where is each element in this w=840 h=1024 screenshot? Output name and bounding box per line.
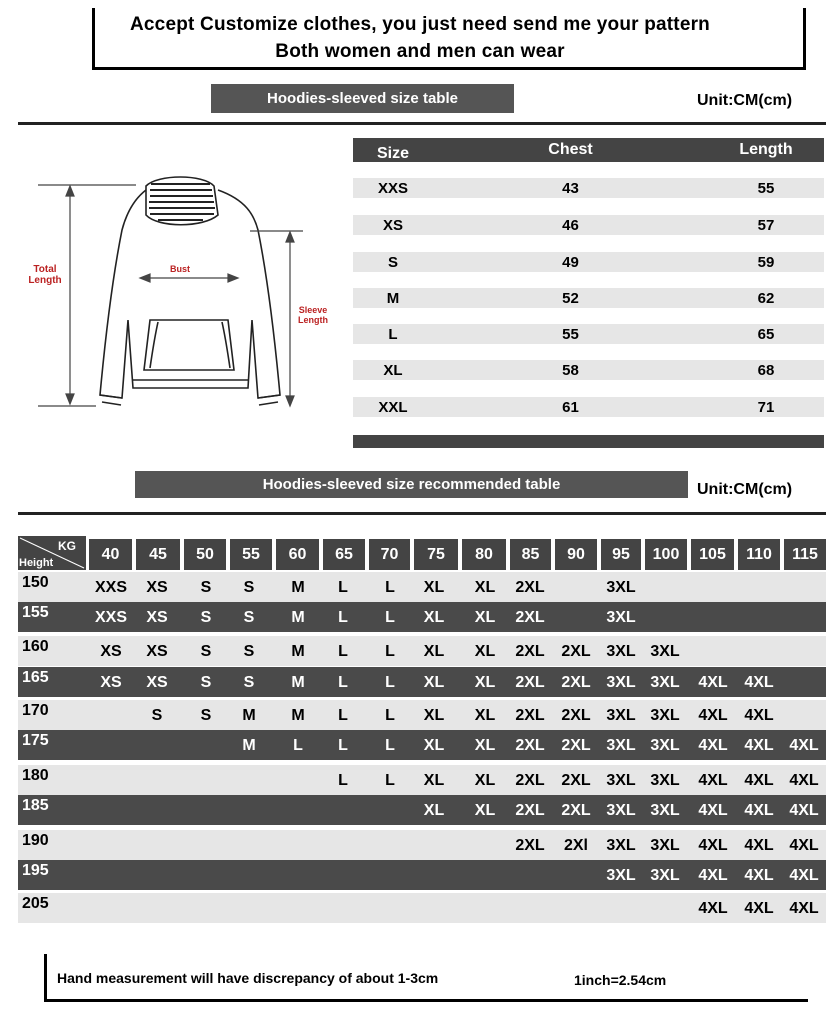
header-size: Size [376, 145, 409, 162]
size-recommendation-cell: 4XL [744, 737, 774, 754]
rec-table-row [18, 667, 826, 697]
size-recommendation-cell: XS [146, 674, 168, 691]
size-recommendation-cell: L [385, 609, 395, 626]
size-recommendation-cell: XS [146, 643, 168, 660]
size-recommendation-cell: 3XL [606, 609, 636, 626]
size-table-unit: Unit:CM(cm) [697, 92, 793, 109]
size-recommendation-cell: 3XL [606, 772, 636, 789]
size-table-row [353, 324, 824, 344]
height-cell: 165 [22, 669, 49, 686]
size-recommendation-cell: S [243, 609, 255, 626]
size-recommendation-cell: XL [474, 674, 496, 691]
size-recommendation-cell: XL [474, 737, 496, 754]
corner-cell [18, 536, 86, 570]
size-table-row [353, 397, 824, 417]
size-recommendation-cell: L [338, 737, 348, 754]
size-recommendation-cell: 2XL [561, 772, 591, 789]
size-cell: XXS [377, 179, 408, 197]
header-length: Length [739, 141, 793, 158]
height-cell: 205 [22, 895, 49, 912]
size-recommendation-cell: 4XL [698, 707, 728, 724]
section-divider [18, 122, 826, 125]
size-recommendation-cell: L [385, 737, 395, 754]
size-recommendation-cell: 4XL [698, 802, 728, 819]
size-recommendation-cell: L [338, 643, 348, 660]
size-recommendation-cell: 4XL [789, 802, 819, 819]
kg-header-cell: 80 [462, 539, 506, 570]
size-recommendation-cell: S [151, 707, 163, 724]
size-recommendation-cell: 2XL [561, 643, 591, 660]
size-recommendation-cell: XXS [94, 579, 127, 596]
size-recommendation-cell: 2XL [561, 674, 591, 691]
size-recommendation-cell: XL [423, 707, 445, 724]
size-recommendation-cell: 2XL [515, 579, 545, 596]
size-recommendation-cell: 4XL [789, 737, 819, 754]
size-recommendation-cell: 2XL [561, 802, 591, 819]
size-recommendation-cell: S [200, 609, 212, 626]
size-recommendation-cell: 2XL [515, 707, 545, 724]
size-recommendation-cell: L [338, 707, 348, 724]
section-divider-2 [18, 512, 826, 515]
size-recommendation-cell: XL [423, 609, 445, 626]
size-recommendation-cell: S [243, 674, 255, 691]
size-recommendation-cell: XL [474, 609, 496, 626]
chest-cell: 52 [562, 289, 579, 307]
size-recommendation-cell: 4XL [698, 772, 728, 789]
chest-cell: 61 [562, 398, 579, 416]
size-recommendation-cell: L [385, 643, 395, 660]
size-recommendation-cell: 2XL [515, 674, 545, 691]
kg-header-cell: 60 [276, 539, 319, 570]
rec-table-row [18, 795, 826, 825]
footer-conversion: 1inch=2.54cm [574, 972, 667, 988]
size-recommendation-cell: S [200, 674, 212, 691]
kg-header-cell: 45 [136, 539, 180, 570]
chest-cell: 49 [562, 253, 579, 271]
rec-table-row [18, 765, 826, 795]
header-title-line2: Both women and men can wear [275, 41, 565, 62]
size-recommendation-cell: 4XL [744, 900, 774, 917]
size-recommendation-cell: XS [146, 579, 168, 596]
height-cell: 160 [22, 638, 49, 655]
size-recommendation-cell: L [338, 772, 348, 789]
hoodie-diagram [18, 170, 338, 420]
corner-height: Height [19, 557, 54, 569]
height-cell: 150 [22, 574, 49, 591]
rec-table-row [18, 830, 826, 860]
height-cell: 170 [22, 702, 49, 719]
size-table-row [353, 215, 824, 235]
kg-header-cell: 110 [738, 539, 780, 570]
size-recommendation-cell: 4XL [744, 837, 774, 854]
size-recommendation-cell: 4XL [698, 867, 728, 884]
size-recommendation-cell: 3XL [650, 674, 680, 691]
size-recommendation-cell: 3XL [650, 707, 680, 724]
size-recommendation-cell: XXS [94, 609, 127, 626]
size-recommendation-cell: M [291, 643, 305, 660]
kg-header-cell: 70 [369, 539, 410, 570]
kg-header-cell: 40 [89, 539, 132, 570]
size-recommendation-cell: L [338, 579, 348, 596]
size-recommendation-cell: 3XL [606, 867, 636, 884]
size-recommendation-cell: 2XL [515, 772, 545, 789]
size-recommendation-cell: L [385, 579, 395, 596]
size-recommendation-cell: XS [146, 609, 168, 626]
height-cell: 190 [22, 832, 49, 849]
size-recommendation-cell: M [242, 707, 256, 724]
size-recommendation-cell: 4XL [744, 867, 774, 884]
total-length-label: Total Length [28, 264, 62, 286]
size-recommendation-cell: 4XL [789, 837, 819, 854]
size-table-banner: Hoodies-sleeved size table [211, 84, 514, 113]
rec-table-row [18, 860, 826, 890]
size-recommendation-cell: M [291, 674, 305, 691]
size-table-row [353, 252, 824, 272]
size-table-row [353, 178, 824, 198]
length-cell: 62 [757, 289, 775, 307]
kg-header-cell: 50 [184, 539, 226, 570]
size-recommendation-cell: XL [474, 772, 496, 789]
size-recommendation-cell: XL [474, 707, 496, 724]
size-recommendation-cell: XS [100, 643, 122, 660]
size-table-header [353, 138, 824, 162]
size-recommendation-cell: M [242, 737, 256, 754]
chest-cell: 46 [562, 216, 579, 234]
size-recommendation-cell: 3XL [606, 674, 636, 691]
size-recommendation-cell: 3XL [606, 579, 636, 596]
size-recommendation-cell: XL [474, 643, 496, 660]
rec-table-banner: Hoodies-sleeved size recommended table [135, 471, 688, 498]
size-recommendation-cell: 3XL [606, 643, 636, 660]
size-recommendation-cell: 2XL [515, 802, 545, 819]
size-recommendation-cell: XS [100, 674, 122, 691]
size-cell: L [388, 325, 398, 343]
rec-table-row [18, 572, 826, 602]
size-recommendation-cell: 4XL [789, 772, 819, 789]
size-recommendation-cell: 4XL [698, 900, 728, 917]
size-recommendation-cell: XL [423, 802, 445, 819]
size-recommendation-cell: 2XL [561, 707, 591, 724]
size-recommendation-cell: M [291, 579, 305, 596]
chest-cell: 55 [562, 325, 579, 343]
size-recommendation-cell: 2XL [515, 737, 545, 754]
size-recommendation-cell: M [291, 707, 305, 724]
size-recommendation-cell: 4XL [744, 707, 774, 724]
size-recommendation-cell: 3XL [650, 772, 680, 789]
length-cell: 55 [757, 179, 775, 197]
size-recommendation-cell: L [338, 609, 348, 626]
size-recommendation-cell: 4XL [744, 802, 774, 819]
size-recommendation-cell: S [200, 707, 212, 724]
size-table-row [353, 288, 824, 308]
size-recommendation-cell: 2XL [515, 837, 545, 854]
size-recommendation-cell: XL [474, 802, 496, 819]
corner-kg: KG [58, 539, 76, 553]
kg-header-cell: 100 [645, 539, 687, 570]
size-recommendation-cell: L [385, 674, 395, 691]
size-cell: XXL [378, 398, 408, 416]
size-recommendation-cell: XL [423, 772, 445, 789]
size-recommendation-cell: XL [423, 737, 445, 754]
chest-cell: 58 [562, 361, 579, 379]
size-recommendation-cell: 4XL [698, 837, 728, 854]
size-recommendation-cell: 3XL [650, 737, 680, 754]
size-recommendation-cell: 3XL [650, 802, 680, 819]
size-cell: M [386, 289, 400, 307]
size-recommendation-cell: L [293, 737, 303, 754]
size-recommendation-cell: L [385, 707, 395, 724]
size-recommendation-cell: M [291, 609, 305, 626]
length-cell: 59 [757, 253, 775, 271]
rec-table-unit: Unit:CM(cm) [697, 481, 793, 498]
height-cell: 195 [22, 862, 49, 879]
height-cell: 185 [22, 797, 49, 814]
height-cell: 180 [22, 767, 49, 784]
size-recommendation-cell: 2XL [515, 609, 545, 626]
size-recommendation-cell: S [200, 643, 212, 660]
size-cell: S [387, 253, 398, 271]
chest-cell: 43 [562, 179, 579, 197]
length-cell: 57 [757, 216, 775, 234]
size-recommendation-cell: 3XL [650, 837, 680, 854]
header-chest: Chest [548, 141, 593, 158]
size-recommendation-cell: 4XL [744, 674, 774, 691]
rec-table-row [18, 636, 826, 666]
size-recommendation-cell: S [243, 579, 255, 596]
footer-note: Hand measurement will have discrepancy of about 1-3cm [57, 970, 439, 986]
size-recommendation-cell: S [200, 579, 212, 596]
rec-table-row [18, 700, 826, 730]
size-recommendation-cell: XL [474, 579, 496, 596]
size-recommendation-cell: 3XL [606, 737, 636, 754]
size-recommendation-cell: 3XL [606, 707, 636, 724]
bust-label: Bust [170, 264, 190, 274]
kg-header-cell: 90 [555, 539, 597, 570]
size-recommendation-cell: XL [423, 643, 445, 660]
kg-header-cell: 75 [414, 539, 458, 570]
size-recommendation-cell: 2XL [515, 643, 545, 660]
height-cell: 155 [22, 604, 49, 621]
size-cell: XS [382, 216, 403, 234]
kg-header-cell: 105 [691, 539, 734, 570]
sleeve-length-label: Sleeve Length [298, 305, 328, 325]
size-recommendation-cell: 3XL [650, 867, 680, 884]
size-recommendation-cell: 4XL [789, 867, 819, 884]
size-table-footer-bar [353, 435, 824, 448]
size-recommendation-cell: XL [423, 674, 445, 691]
rec-table-row [18, 730, 826, 760]
rec-table-row [18, 602, 826, 632]
rec-table-row [18, 893, 826, 923]
size-recommendation-cell: 4XL [744, 772, 774, 789]
height-cell: 175 [22, 732, 49, 749]
size-table-row [353, 360, 824, 380]
kg-header-cell: 85 [510, 539, 551, 570]
length-cell: 71 [757, 398, 775, 416]
kg-header-cell: 55 [230, 539, 272, 570]
length-cell: 68 [757, 361, 775, 379]
size-cell: XL [383, 361, 403, 379]
size-recommendation-cell: L [385, 772, 395, 789]
header-title-line1: Accept Customize clothes, you just need send me your pattern [129, 14, 710, 35]
size-recommendation-cell: 3XL [606, 837, 636, 854]
size-recommendation-cell: 4XL [698, 737, 728, 754]
size-recommendation-cell: XL [423, 579, 445, 596]
length-cell: 65 [757, 325, 775, 343]
kg-header-cell: 95 [601, 539, 641, 570]
size-recommendation-cell: 2XL [561, 737, 591, 754]
size-recommendation-cell: 3XL [606, 802, 636, 819]
size-recommendation-cell: 4XL [698, 674, 728, 691]
size-recommendation-cell: 4XL [789, 900, 819, 917]
size-recommendation-cell: 2Xl [563, 837, 588, 854]
size-recommendation-cell: 3XL [650, 643, 680, 660]
kg-header-cell: 115 [784, 539, 826, 570]
kg-header-cell: 65 [323, 539, 365, 570]
size-recommendation-cell: L [338, 674, 348, 691]
size-recommendation-cell: S [243, 643, 255, 660]
